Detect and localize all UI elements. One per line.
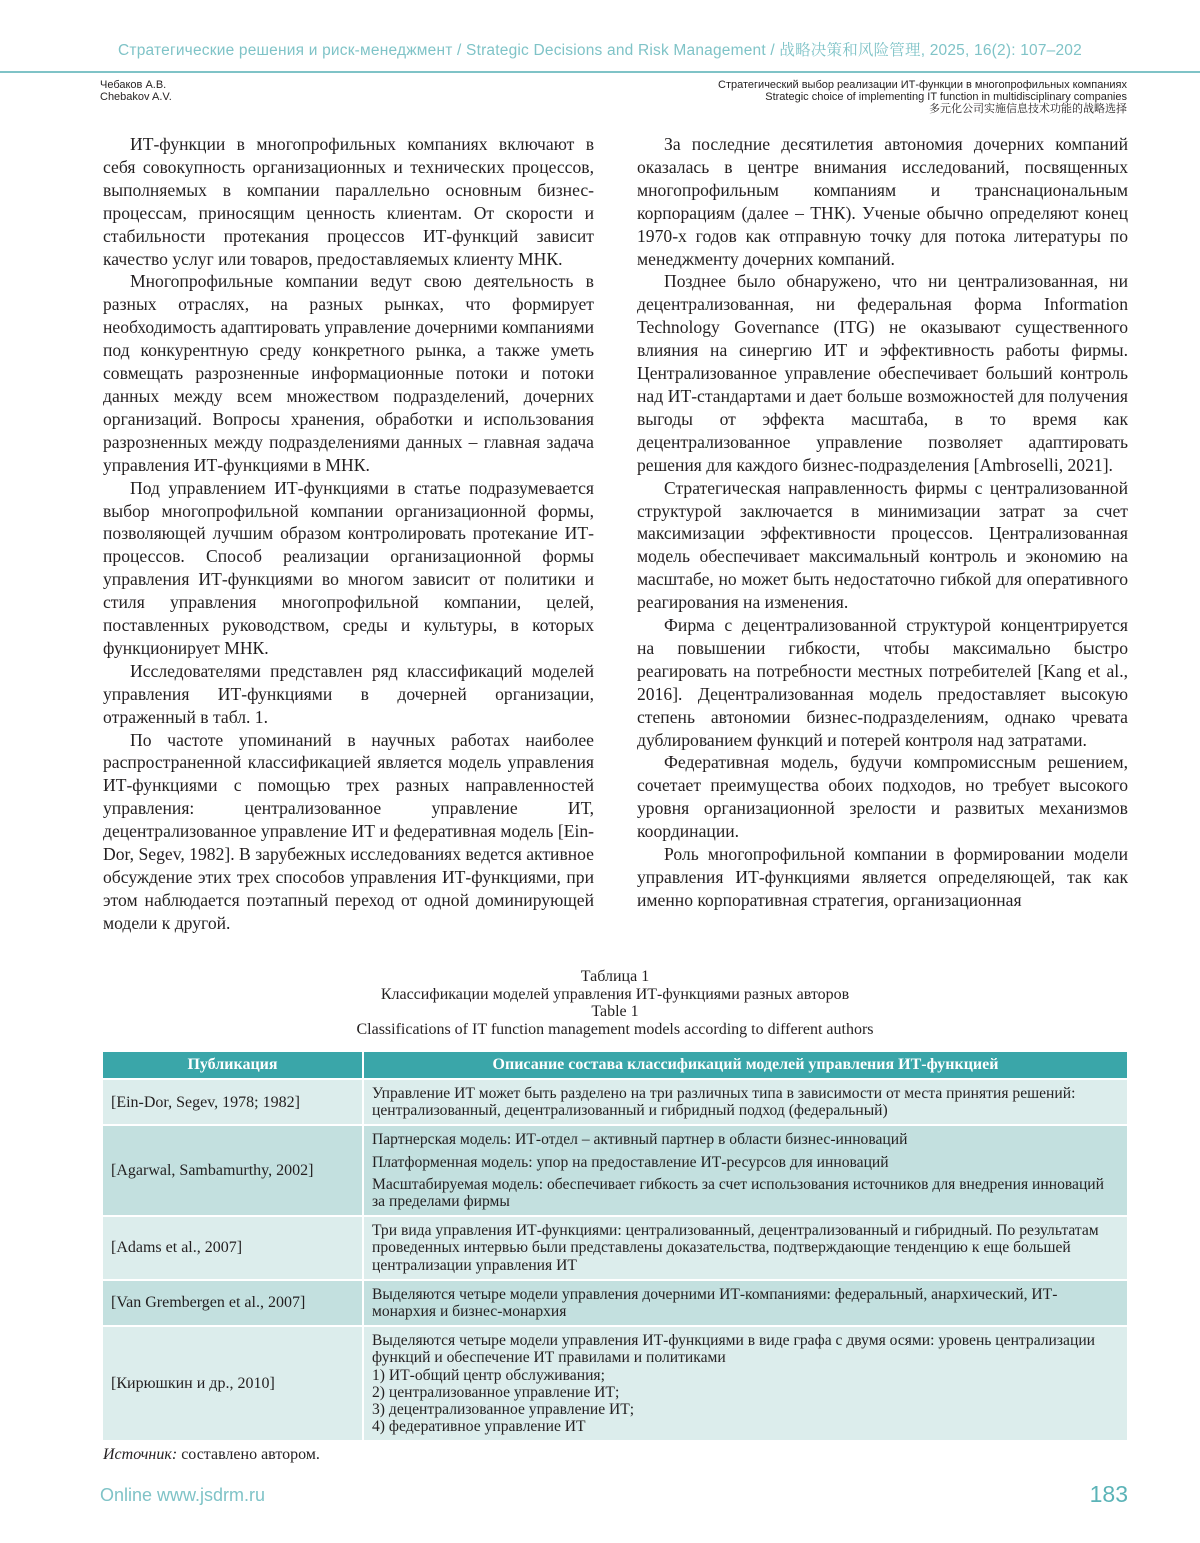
paragraph: Роль многопрофильной компании в формировании модели управления ИТ-функциями является определяющей, так как именно корпоративная стратегия, организационная — [637, 844, 1128, 910]
classification-table — [103, 1052, 1127, 1440]
table-row — [103, 1079, 1127, 1125]
table-caption — [0, 968, 1200, 1038]
paragraph: По частоте упоминаний в научных работах наиболее распространенной классификацией является модель управления ИТ-функциями с помощью трех разных направленностей управления: централизованное управление ИТ, децентрализованное управление ИТ и федеративная модель [Ein-Dor, Segev, 1982]. В зарубежных исследованиях ведется активное обсуждение этих трех способов управления ИТ-функциями, при этом наблюдается поэтапный переход от одной доминирующей модели к другой. — [103, 729, 594, 933]
right-text-column — [637, 133, 1128, 912]
running-title-ru: Стратегический выбор реализации ИТ-функции в многопрофильных компаниях — [718, 79, 1127, 91]
journal-header: Стратегические решения и риск-менеджмент / Strategic Decisions and Risk Management / 战略决策和风险管理, 2025, 16(2): 107–202 — [118, 42, 1082, 59]
publication-cell: [Ein-Dor, Segev, 1978; 1982] — [103, 1079, 363, 1125]
description-line: 2) централизованное управление ИТ; — [372, 1383, 620, 1401]
footer-website: Online www.jsdrm.ru — [100, 1485, 266, 1505]
description-line: Выделяются четыре модели управления дочерними ИТ-компаниями: федеральный, анархический, ИТ-монархия и бизнес-монархия — [372, 1285, 1058, 1321]
description-cell — [363, 1280, 1127, 1326]
paragraph: Под управлением ИТ-функциями в статье подразумевается выбор многопрофильной компании организационной формы, позволяющей лучшим образом контролировать протекание ИТ-процессов. Способ реализации организационной формы управления ИТ-функциями во многом зависит от политики и стиля управления многопрофильной компании, целей, поставленных руководством, среды и культуры, в которых функционирует МНК. — [103, 477, 594, 658]
description-line: Партнерская модель: ИТ-отдел – активный партнер в области бизнес-инноваций — [372, 1131, 908, 1149]
paragraph: Позднее было обнаружено, что ни централизованная, ни децентрализованная, ни федеральная форма Information Technology Governance (ITG) не оказывают существенного влияния на синергию ИТ и эффективность работы фирмы. Централизованное управление обеспечивает больший контроль над ИТ-стандартами и дает больше возможностей для получения выгоды от эффекта масштаба, в то время как децентрализованное управление позволяет адаптировать решения для каждого бизнес-подразделения [Ambroselli, 2021]. — [637, 271, 1128, 475]
paragraph: Исследователями представлен ряд классификаций моделей управления ИТ-функциями в дочерней организации, отраженный в табл. 1. — [103, 660, 594, 727]
page-number: 183 — [1089, 1481, 1128, 1507]
table-header-row — [103, 1052, 1127, 1079]
description-line: 3) децентрализованное управление ИТ; — [372, 1401, 635, 1419]
table-title-ru: Классификации моделей управления ИТ-функциями разных авторов — [380, 985, 850, 1003]
description-cell — [363, 1216, 1127, 1280]
description-line: Три вида управления ИТ-функциями: централизованный, децентрализованный и гибридный. По результатам проведенных интервью были представлены доказательства, подтверждающие тенденцию к еще большей централизации управления ИТ — [372, 1222, 1099, 1274]
paragraph: Стратегическая направленность фирмы с централизованной структурой заключается в минимизации затрат за счет максимизации эффективности процессов. Централизованная модель обеспечивает максимальный контроль и экономию на масштабе, но может быть недостаточно гибкой для оперативного реагирования на изменения. — [637, 477, 1128, 613]
header-divider — [0, 71, 1200, 73]
table-source-note — [103, 1446, 320, 1464]
publication-cell: [Кирюшкин и др., 2010] — [103, 1326, 363, 1440]
description-cell — [363, 1125, 1127, 1216]
table-label-ru: Таблица 1 — [580, 968, 650, 985]
description-line: Выделяются четыре модели управления ИТ-функциями в виде графа с двумя осями: уровень централизации функций и обеспечение ИТ правилами и политиками — [372, 1332, 1096, 1367]
running-title-zh: 多元化公司实施信息技术功能的战略选择 — [929, 103, 1127, 115]
column-header-publication: Публикация — [103, 1052, 363, 1079]
author-en: Chebakov A.V. — [100, 91, 172, 103]
paragraph: Фирма с децентрализованной структурой концентрируется на повышении гибкости, чтобы максимально быстро реагировать на потребности местных потребителей [Kang et al., 2016]. Децентрализованная модель предоставляет высокую степень автономии бизнес-подразделениям, однако чревата дублированием функций и потерей контроля над затратами. — [637, 615, 1128, 750]
description-line: 1) ИТ-общий центр обслуживания; — [372, 1366, 605, 1384]
description-cell — [363, 1079, 1127, 1125]
left-text-column — [103, 133, 594, 935]
table-row — [103, 1216, 1127, 1280]
table-row — [103, 1326, 1127, 1440]
running-title — [718, 79, 1127, 115]
source-label: Источник: — [103, 1446, 178, 1463]
description-line: Масштабируемая модель: обеспечивает гибкость за счет использования источников для внедрения инноваций за пределами фирмы — [372, 1175, 1104, 1211]
paragraph: Многопрофильные компании ведут свою деятельность в разных отраслях, на разных рынках, что формирует необходимость адаптировать управление дочерними компаниями под конкурентную среду конкретного рынка, а также уметь совмещать разрозненные информационные потоки и потоки данных между всем множеством подразделений, дочерних организаций. Вопросы хранения, обработки и использования разрозненных между подразделениями данных – главная задача управления ИТ-функциями в МНК. — [103, 271, 594, 475]
description-line: Управление ИТ может быть разделено на три различных типа в зависимости от места принятия решений: централизованный, децентрализованный и гибридный подход (федеральный) — [372, 1085, 1076, 1120]
table-title-en: Classifications of IT function management models according to different authors — [356, 1020, 874, 1038]
paragraph: ИТ-функции в многопрофильных компаниях включают в себя совокупность организационных и технических процессов, выполняемых в компании параллельно основным бизнес-процессам, приносящим ценность клиентам. От скорости и стабильности протекания процессов ИТ-функций зависит качество услуг или товаров, предоставляемых клиенту МНК. — [103, 134, 594, 269]
author-names — [100, 79, 172, 103]
paragraph: Федеративная модель, будучи компромиссным решением, сочетает преимущества обоих подходов, но требует высокого уровня организационной зрелости и развитых механизмов координации. — [637, 752, 1128, 842]
publication-cell: [Agarwal, Sambamurthy, 2002] — [103, 1125, 363, 1216]
table-row — [103, 1125, 1127, 1216]
table-row — [103, 1280, 1127, 1326]
description-line: 4) федеративное управление ИТ — [372, 1418, 586, 1436]
publication-cell: [Van Grembergen et al., 2007] — [103, 1280, 363, 1326]
running-title-en: Strategic choice of implementing IT function in multidisciplinary companies — [765, 91, 1127, 103]
author-ru: Чебаков А.В. — [100, 79, 167, 91]
table-label-en: Table 1 — [591, 1003, 639, 1021]
publication-cell: [Adams et al., 2007] — [103, 1216, 363, 1280]
paragraph: За последние десятилетия автономия дочерних компаний оказалась в центре внимания исследований, посвященных многопрофильным компаниям и транснациональным корпорациям (далее – ТНК). Ученые обычно определяют конец 1970-х годов как отправную точку для потока литературы по менеджменту дочерних компаний. — [637, 134, 1128, 269]
description-line: Платформенная модель: упор на предоставление ИТ-ресурсов для инноваций — [372, 1153, 889, 1171]
description-cell — [363, 1326, 1127, 1440]
column-header-description: Описание состава классификаций моделей управления ИТ-функцией — [363, 1052, 1127, 1079]
source-text: составлено автором. — [177, 1446, 320, 1463]
